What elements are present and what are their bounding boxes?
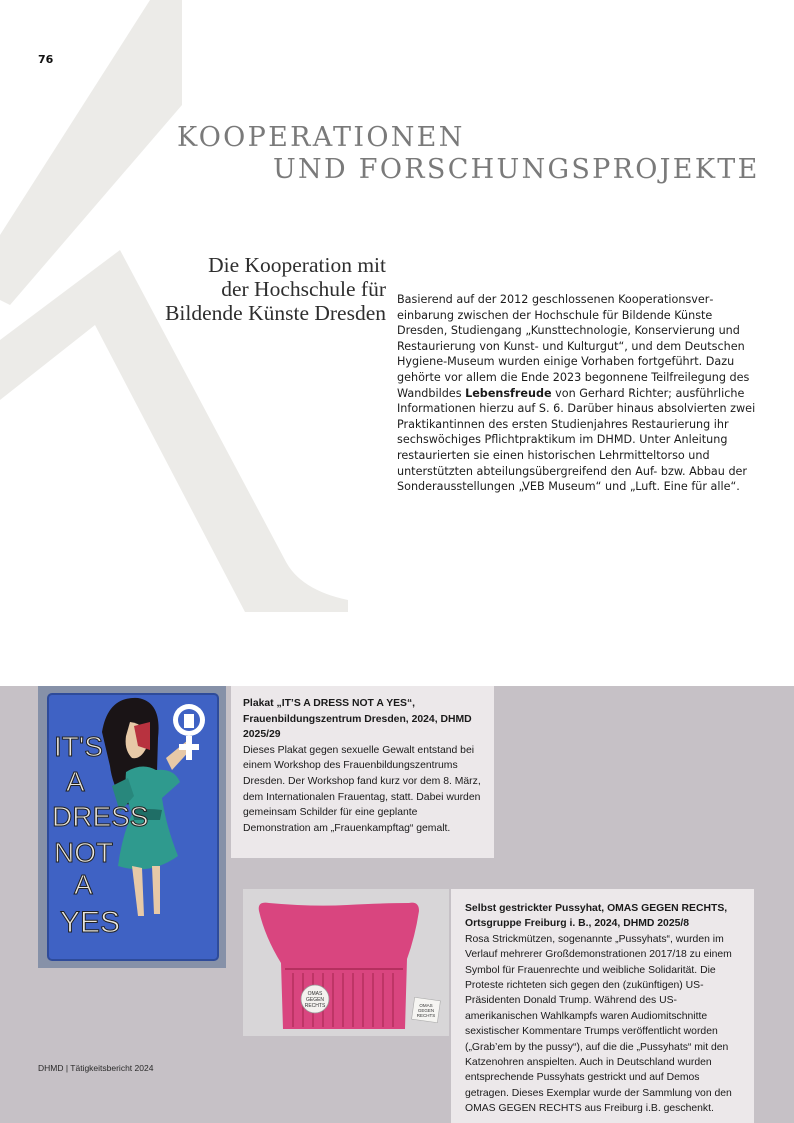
poster-letter: NOT [54,837,114,868]
subsection-heading [146,253,386,325]
caption-text: Dieses Plakat gegen sexuelle Gewalt entstand bei einem Workshop des Frauenbildungszentrums Dresden. Der Workshop fand kurz vor dem 8. März, dem Internationalen Frauentag, statt. Dabei wurden gemeinsam Schilder für eine geplante Demonstration am „Frauenkampftag“ gemalt. [243,744,481,834]
body-paragraph [397,292,757,495]
heading-line: der Hochschule für [221,277,386,301]
badge-text: OMAS [307,991,323,997]
section-title-line2: UND FORSCHUNGSPROJEKTE [273,154,760,185]
badge-text: GEGEN [305,997,325,1003]
page-number: 76 [38,53,54,66]
page-footer: DHMD | Tätigkeitsbericht 2024 [38,1063,154,1073]
caption-pussyhat [451,889,754,1123]
badge-text: RECHTS [416,1013,436,1018]
heading-line: Die Kooperation mit [208,253,386,277]
poster-letter: DRESS [52,801,149,832]
badge-text: GEGEN [417,1008,435,1013]
poster-letter: A [74,869,93,900]
heading-line: Bildende Künste Dresden [165,301,386,325]
caption-heading: Selbst gestrickter Pussyhat, OMAS GEGEN RECHTS, Ortsgruppe Freiburg i. B., 2024, DHMD 2025/8 [465,903,728,930]
badge-text: OMAS [419,1003,433,1008]
caption-heading: Plakat „IT’S A DRESS NOT A YES“, Frauenbildungszentrum Dresden, 2024, DHMD 2025/29 [243,698,472,741]
body-text: von Gerhard Richter; ausführliche Informationen hierzu auf S. 6. Darüber hinaus absolvierten zwei Praktikantinnen des ersten Studienjahres Restaurierung ihr sechswöchiges Pflichtpraktikum im DHMD. Unter Anleitung restaurierten sie einen historischen Lehrmitteltorso und unterstützten abteilungsübergreifend den Auf- bzw. Abbau der Sonderausstellungen „VEB Museum“ und „Luft. Eine für alle“. [397,386,756,494]
section-title-line1: KOOPERATIONEN [177,122,465,153]
pussyhat-illustration [243,889,449,1036]
poster-letter: YES [60,906,121,939]
poster-photo [38,686,226,968]
poster-letter: A [66,766,85,797]
caption-poster [231,686,494,858]
body-bold-term: Lebensfreude [465,386,552,400]
poster-letter: IT'S [54,731,103,762]
poster-illustration [38,686,226,968]
pussyhat-photo [243,889,449,1036]
badge-text: RECHTS [304,1003,326,1009]
body-text: Basierend auf der 2012 geschlossenen Kooperationsvereinbarung zwischen der Hochschule für Bildende Künste Dresden, Studiengang „Kunsttechnologie, Konservierung und Restaurierung von Kunst- und Kulturgut“, und dem Deutschen Hygiene-Museum wurden einige Vorhaben fortgeführt. Dazu gehörte vor allem die Ende 2023 begonnene Teilfreilegung des Wandbildes [397,293,750,400]
caption-text: Rosa Strickmützen, sogenannte „Pussyhats“, wurden im Verlauf mehrerer Großdemonstrationen 2017/18 zu einem Symbol für Frauenrechte und weibliche Solidarität. Die Proteste richteten sich gegen den (zukünftigen) US-Präsidenten Donald Trump. Während des US-amerikanischen Wahlkampfs waren Audiomitschnitte sexistischer Kommentare Trumps veröffentlicht worden („Grab’em by the pussy“), auf die die „Pussyhats“ mit den Katzenohren anspielten. Auch in Deutschland wurden entsprechende Pussyhats gestrickt und auf Demos getragen. Dieses Exemplar wurde der Sammlung von den OMAS GEGEN RECHTS aus Freiburg i.B. geschenkt. [465,933,732,1115]
